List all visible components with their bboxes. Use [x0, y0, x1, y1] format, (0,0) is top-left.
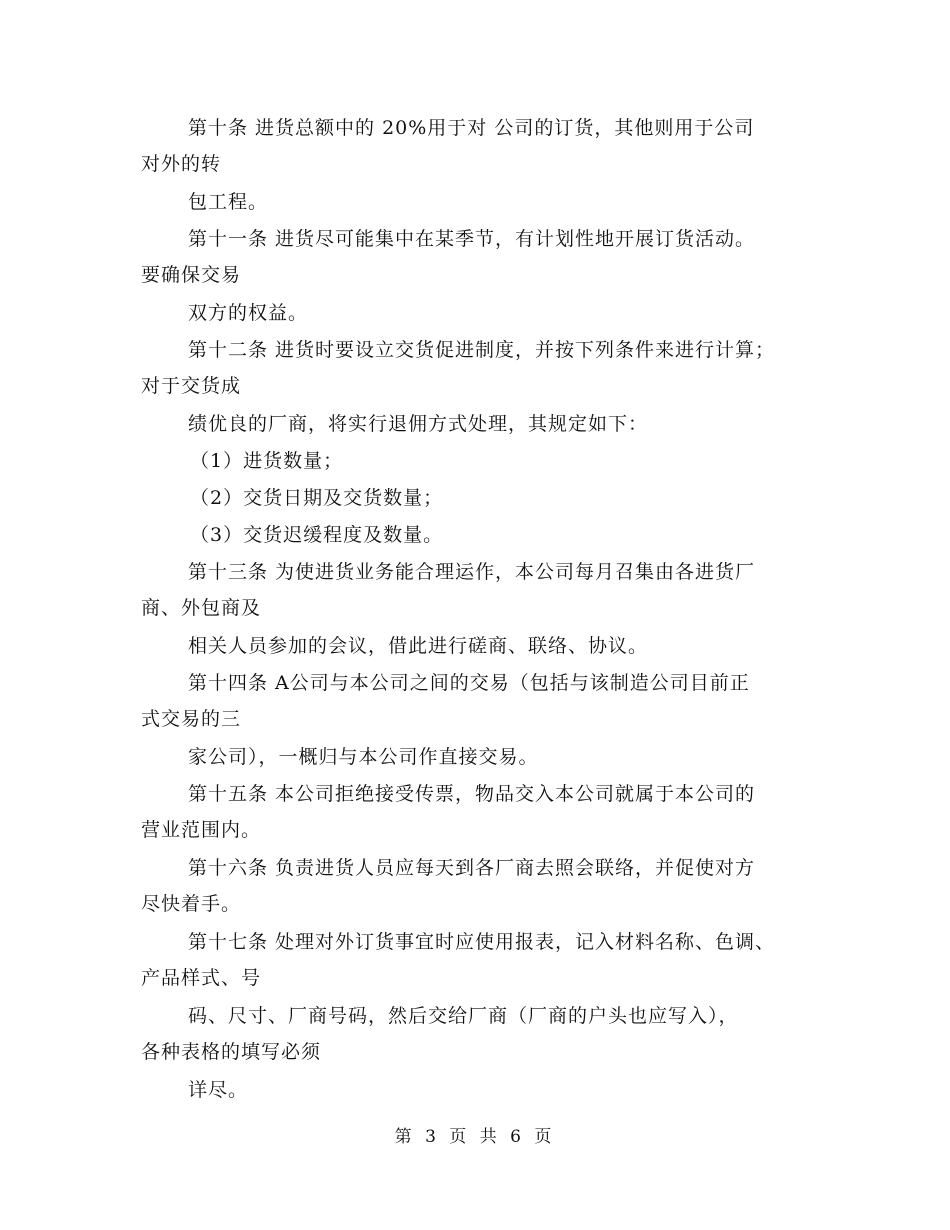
list-item: （1）进货数量；	[190, 450, 344, 472]
text-line: 绩优良的厂商，将实行退佣方式处理，其规定如下：	[188, 413, 649, 435]
text-line: 对外的转	[141, 153, 222, 175]
text-line: 第十条 进货总额中的 20%用于对 公司的订货，其他则用于公司	[188, 117, 755, 139]
text-line: 第十三条 为使进货业务能合理运作，本公司每月召集由各进货厂	[188, 561, 756, 583]
text-line: 第十四条 A公司与本公司之间的交易（包括与该制造公司目前正	[188, 672, 750, 694]
text-line: 尽快着手。	[141, 893, 242, 915]
text-line: 第十一条 进货尽可能集中在某季节，有计划性地开展订货活动。	[188, 228, 756, 250]
text-line: 第十七条 处理对外订货事宜时应使用报表，记入材料名称、色调、	[188, 931, 776, 953]
text-line: 码、尺寸、厂商号码，然后交给厂商（厂商的户头也应写入），	[188, 1005, 739, 1027]
text-line: 第十五条 本公司拒绝接受传票，物品交入本公司就属于本公司的	[188, 783, 756, 805]
text-line: 双方的权益。	[188, 302, 309, 324]
text-line: 家公司），一概归与本公司作直接交易。	[188, 746, 539, 768]
text-line: 商、外包商及	[141, 597, 262, 619]
text-line: 包工程。	[188, 191, 269, 213]
text-line: 第十六条 负责进货人员应每天到各厂商去照会联络，并促使对方	[188, 857, 756, 879]
text-line: 产品样式、号	[141, 967, 262, 989]
list-item: （3）交货迟缓程度及数量。	[190, 524, 444, 546]
text-line: 详尽。	[188, 1079, 249, 1101]
text-line: 相关人员参加的会议，借此进行磋商、联络、协议。	[188, 635, 649, 657]
text-line: 式交易的三	[141, 708, 242, 730]
text-line: 对于交货成	[141, 375, 242, 397]
text-line: 营业范围内。	[141, 819, 262, 841]
text-line: 第十二条 进货时要设立交货促进制度，并按下列条件来进行计算；	[188, 339, 776, 361]
list-item: （2）交货日期及交货数量；	[190, 487, 444, 509]
page-footer: 第 3 页 共 6 页	[394, 1127, 556, 1147]
text-line: 各种表格的填写必须	[141, 1041, 322, 1063]
text-line: 要确保交易	[141, 264, 242, 286]
